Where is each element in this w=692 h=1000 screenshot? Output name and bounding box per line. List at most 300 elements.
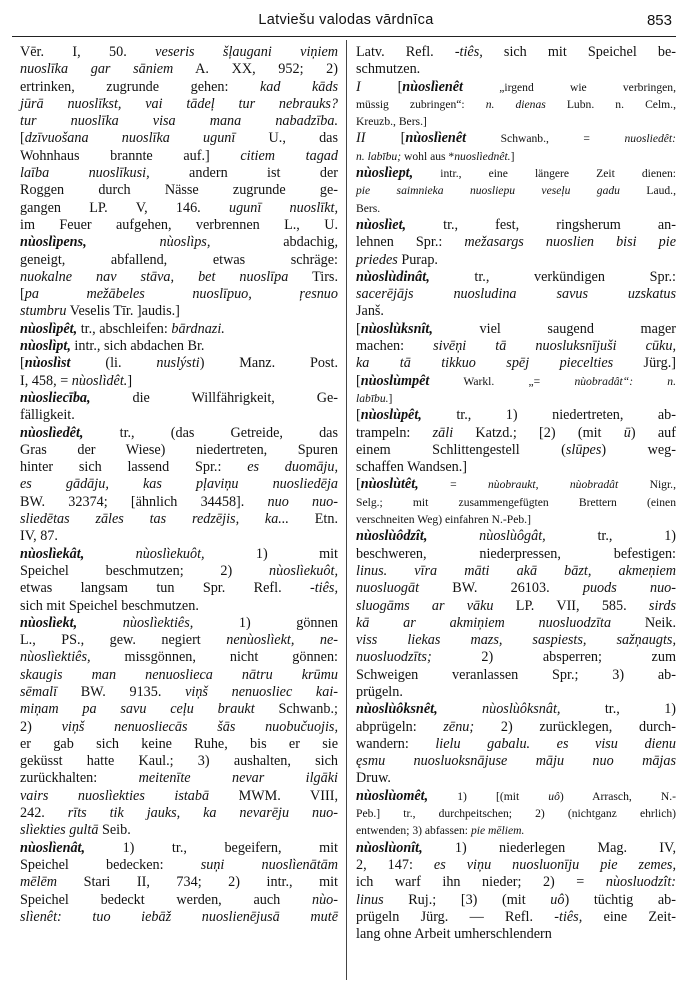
- text-segment: hinter sich lassend Spr.:: [20, 459, 248, 476]
- text-line: [20, 373, 338, 390]
- text-segment: im Feuer aufgehen, verbrennen L., U.: [20, 216, 338, 233]
- text-segment: pie mēliem.: [470, 824, 525, 838]
- text-segment: -tiês,: [310, 580, 338, 597]
- text-line: [20, 200, 338, 217]
- text-segment: [: [20, 286, 25, 303]
- text-line: [20, 667, 338, 684]
- text-segment: ) Arrasch, N.-: [559, 789, 676, 803]
- text-segment: slūpes: [565, 441, 602, 458]
- text-line: [20, 511, 338, 528]
- text-line: [356, 701, 676, 718]
- text-line: [20, 632, 338, 649]
- text-line: [20, 494, 338, 511]
- text-line: [356, 390, 676, 407]
- text-segment: veseris šļaugani viņiem: [155, 44, 338, 60]
- text-segment: BW. 26103.: [419, 580, 583, 597]
- text-segment: Roggen durch Nässe zugrunde ge-: [20, 182, 338, 199]
- text-segment: wandern:: [356, 735, 436, 752]
- text-segment: tr., verkündigen Spr.:: [429, 268, 676, 285]
- text-segment: nùoslìdêt.: [71, 372, 128, 389]
- text-segment: tr., 1): [560, 701, 677, 718]
- text-line: [356, 649, 676, 666]
- headword: nùoslùôdzît,: [356, 528, 428, 545]
- text-line: [356, 165, 676, 182]
- text-segment: BW. 32374; [ähnlich 34458].: [20, 493, 268, 510]
- text-line: [356, 598, 676, 615]
- column-divider: [346, 40, 347, 980]
- headword: nùoslùtêt,: [360, 476, 419, 493]
- text-segment: andern ist der: [149, 165, 338, 182]
- text-segment: Veselis Tīr. ]audis.]: [66, 303, 180, 320]
- text-segment: ugunī nuoslīkt,: [228, 199, 338, 216]
- text-segment: Vēr. I, 50.: [20, 44, 156, 60]
- text-segment: nùoslìekuôt,: [269, 562, 338, 579]
- text-line: [356, 546, 676, 563]
- headword: nùoslìpt,: [20, 338, 71, 355]
- text-line: [20, 96, 338, 113]
- text-line: [356, 61, 676, 78]
- text-segment: viss liekas mazs, saspiests, sažņaugts,: [356, 632, 676, 649]
- text-line: [356, 840, 676, 857]
- text-segment: Kreuzb., Bers.]: [356, 115, 427, 129]
- text-segment: kad kāds: [259, 78, 338, 95]
- text-segment: II: [356, 130, 366, 147]
- text-segment: ertrinken, zugrunde gehen:: [20, 78, 260, 95]
- text-segment: =: [418, 478, 488, 492]
- text-segment: pa mežābeles nuoslīpuo, ŗesnuo: [24, 286, 338, 303]
- headword: nùoslùomêt,: [356, 787, 429, 804]
- text-segment: nuosluodzīts;: [356, 649, 432, 666]
- text-segment: nùoslùôksnât,: [482, 701, 561, 718]
- text-segment: citiem tagad: [240, 147, 338, 164]
- text-line: [20, 684, 338, 701]
- text-segment: Latv. Refl.: [356, 44, 455, 60]
- text-line: [356, 926, 676, 943]
- text-segment: IV, 87.: [20, 528, 58, 545]
- text-segment: trampeln:: [356, 424, 433, 441]
- headword: nùoslìpêt,: [20, 320, 78, 337]
- text-line: [20, 805, 338, 822]
- headword: nùoslìekât,: [20, 545, 85, 562]
- text-segment: ū: [623, 424, 631, 441]
- text-segment: lang ohne Arbeit umherschlendern: [356, 926, 552, 943]
- headword: nùoslùmpêt: [360, 372, 430, 389]
- text-segment: vairs nuoslìekties istabā: [20, 787, 210, 804]
- text-segment: [: [356, 320, 361, 337]
- text-segment: mežasargs nuoslien bisi pie: [464, 234, 676, 251]
- headword: nùoslùksnît,: [360, 320, 433, 337]
- text-segment: I, 458, =: [20, 372, 72, 389]
- text-segment: viņš nenuosliec kai-: [185, 683, 338, 700]
- text-line: [356, 684, 676, 701]
- text-segment: priedes: [356, 251, 398, 268]
- text-line: [356, 252, 676, 269]
- text-segment: 1) gönnen: [193, 614, 339, 631]
- headword: nùoslùonît,: [356, 839, 423, 856]
- text-line: [356, 580, 676, 597]
- page-number: 853: [646, 12, 672, 29]
- text-segment: sivēņi tā nuosluksnījuši cūku,: [433, 338, 676, 355]
- text-line: [20, 459, 338, 476]
- text-line: [356, 615, 676, 632]
- text-segment: lehnen Spr.:: [356, 234, 465, 251]
- text-segment: nuoslìednêt.: [454, 149, 511, 163]
- text-segment: linus. vīra māti akā bāzt, akmeņiem: [356, 562, 676, 579]
- headword: nùoslìpens,: [20, 234, 87, 251]
- text-line: [356, 96, 676, 113]
- text-line: [356, 736, 676, 753]
- text-segment: 1) tr., begeifern, mit: [85, 839, 338, 856]
- text-segment: 1) mit: [204, 545, 338, 562]
- text-segment: ) tüchtig ab-: [564, 891, 676, 908]
- text-segment: tr., abschleifen:: [77, 320, 172, 337]
- text-segment: missgönnen, nicht gönnen:: [90, 649, 338, 666]
- text-segment: uô: [550, 891, 565, 908]
- text-segment: slìekties gultā: [20, 822, 99, 839]
- text-segment: Etn.: [288, 511, 338, 528]
- text-line: [356, 805, 676, 822]
- text-segment: tr., fest, ringsherum an-: [406, 216, 676, 233]
- text-line: [356, 425, 676, 442]
- text-segment: n. dienas: [485, 97, 546, 111]
- text-segment: suņi nuoslìenātām: [200, 856, 338, 873]
- text-segment: sich mit Speichel beschmutzen.: [20, 597, 199, 614]
- text-line: [356, 217, 676, 234]
- text-segment: 1) [(mit: [428, 789, 549, 803]
- text-segment: Wohnhaus brannte auf.]: [20, 147, 241, 164]
- headword: nùoslùdinât,: [356, 268, 430, 285]
- text-line: [20, 61, 338, 78]
- text-segment: 2) absperren; zum: [431, 649, 676, 666]
- text-segment: Bers.: [356, 201, 381, 215]
- text-segment: 2, 147:: [356, 856, 434, 873]
- text-line: [356, 667, 676, 684]
- text-segment: [77, 615, 123, 631]
- text-line: [20, 528, 338, 545]
- text-segment: Schwanb., =: [466, 132, 625, 146]
- text-segment: einem Schlittengestell (: [356, 441, 566, 458]
- text-segment: pie saimnieka nuosliepu veseļu gadu: [356, 184, 620, 198]
- text-segment: BW. 9135.: [57, 683, 186, 700]
- text-line: [356, 338, 676, 355]
- text-line: [20, 234, 338, 251]
- text-segment: mēlēm: [20, 874, 58, 891]
- text-line: [20, 857, 338, 874]
- headword: nùoslìet,: [356, 216, 407, 233]
- text-line: [20, 252, 338, 269]
- text-line: [20, 390, 338, 407]
- text-segment: es gādāju, kas pļaviņu nuosliedēja: [20, 476, 338, 493]
- text-segment: Seib.: [98, 822, 131, 839]
- left-column: [20, 44, 338, 926]
- text-segment: jūrā nuoslīkst, vai tādeļ tur nebrauks?: [20, 95, 338, 112]
- text-line: [20, 286, 338, 303]
- text-segment: lielu gabalu. es visu dienu: [435, 735, 676, 752]
- text-segment: beschweren, niederpressen, befestigen:: [356, 545, 676, 562]
- header-rule: [12, 36, 676, 37]
- text-line: [20, 338, 338, 355]
- text-line: [356, 44, 676, 61]
- text-segment: tuo iebāž nuoslienējusā mutē: [92, 908, 338, 925]
- text-segment: MWM. VIII,: [209, 787, 338, 804]
- headword: nùoslìekt,: [20, 614, 78, 631]
- text-segment: [: [365, 130, 406, 147]
- text-segment: geneigt, abfallend, etwas schräge:: [20, 251, 338, 268]
- text-line: [20, 719, 338, 736]
- text-segment: nuslýsti: [156, 355, 200, 372]
- text-segment: nùoslùôgât,: [479, 528, 546, 545]
- text-line: [356, 200, 676, 217]
- text-segment: müssig zubringen“:: [356, 97, 486, 111]
- text-segment: Ruj.; [3) (mit: [383, 891, 551, 908]
- text-segment: Speichel beschmutzen; 2): [20, 562, 270, 579]
- text-segment: Katzd.; [2) (mit: [453, 424, 624, 441]
- text-segment: Tirs.: [288, 268, 338, 285]
- page-title: Latviešu valodas vārdnīca: [258, 12, 434, 28]
- text-segment: viņš nenuosliecās šās nuobučuojis,: [61, 718, 338, 735]
- text-segment: viel saugend mager: [432, 320, 676, 337]
- text-segment: sēmalī: [20, 683, 58, 700]
- text-line: [20, 321, 338, 338]
- text-segment: 1) niederlegen Mag. IV,: [422, 839, 676, 856]
- text-line: [356, 494, 676, 511]
- text-line: [20, 736, 338, 753]
- text-line: [356, 632, 676, 649]
- text-segment: ]: [388, 391, 393, 405]
- text-line: [20, 44, 338, 61]
- text-segment: Warkl. „=: [429, 374, 575, 388]
- text-segment: slìenêt:: [20, 908, 62, 925]
- text-line: [356, 909, 676, 926]
- page-header: [20, 12, 672, 36]
- text-line: [20, 701, 338, 718]
- text-segment: zāli: [432, 424, 454, 441]
- text-segment: laība nuoslīkusi,: [20, 165, 150, 182]
- text-segment: n. labību;: [356, 149, 402, 163]
- text-line: [20, 425, 338, 442]
- headword: nùoslìenât,: [20, 839, 86, 856]
- text-segment: sich mit Speichel be-: [482, 44, 676, 60]
- text-segment: nùobraukt, nùobradât: [487, 478, 619, 492]
- text-segment: ]: [127, 372, 133, 389]
- text-segment: -tiês,: [454, 44, 483, 60]
- text-line: [356, 286, 676, 303]
- text-segment: nùo-: [311, 891, 338, 908]
- text-line: [356, 892, 676, 909]
- text-segment: labību.: [356, 391, 389, 405]
- text-segment: dzīvuošana nuoslīka ugunī: [24, 130, 236, 147]
- text-segment: ) Manz. Post.: [199, 355, 338, 372]
- text-segment: sliedētas zāles tas redzējis, ka...: [20, 511, 289, 528]
- text-segment: rīts tik jauks, ka nevarēju nuo-: [67, 805, 338, 822]
- text-line: [20, 822, 338, 839]
- text-segment: schmutzen.: [356, 61, 421, 78]
- text-line: [20, 355, 338, 372]
- text-segment: miņam pa savu ceļu braukt: [20, 701, 255, 718]
- text-segment: [87, 234, 160, 250]
- text-line: [20, 442, 338, 459]
- text-line: [356, 563, 676, 580]
- text-segment: intr., eine längere Zeit dienen:: [413, 167, 676, 181]
- text-line: [20, 79, 338, 96]
- text-segment: -tiês,: [554, 908, 583, 925]
- text-line: [20, 788, 338, 805]
- text-segment: sacerējājs nuosludina savus uzskatus: [356, 286, 676, 303]
- text-segment: nenùoslìekt, ne-: [226, 632, 338, 649]
- text-segment: sluogāms ar vāku: [356, 597, 494, 614]
- text-segment: nùoslìektiês,: [20, 649, 91, 666]
- text-line: [20, 892, 338, 909]
- text-line: [356, 321, 676, 338]
- text-segment: kā ar akmiņiem nuosluodzīta: [356, 614, 612, 631]
- text-line: [20, 113, 338, 130]
- text-segment: gangen LP. V, 146.: [20, 199, 229, 216]
- text-segment: schaffen Wandsen.]: [356, 459, 468, 476]
- text-line: [20, 649, 338, 666]
- text-segment: eine Zeit-: [582, 908, 676, 925]
- text-segment: skaugis man nenuoslieca nātru krūmu: [20, 666, 338, 683]
- headword: nùoslìenêt: [405, 130, 467, 147]
- text-segment: A. XX, 952; 2): [173, 61, 339, 78]
- text-segment: er gab sich keine Ruhe, bis er sie: [20, 735, 338, 752]
- text-segment: nuoslīka gar sāniem: [20, 61, 174, 78]
- text-segment: Laud.,: [619, 184, 676, 198]
- headword: nùoslìedêt,: [20, 424, 84, 441]
- text-segment: ) auf: [630, 424, 676, 441]
- text-segment: nuokalne nav stāva, bet nuoslīpa: [20, 268, 289, 285]
- text-segment: nuo nuo-: [267, 493, 338, 510]
- text-segment: L., PS., gew. negiert: [20, 632, 227, 649]
- text-segment: sirds: [648, 597, 676, 614]
- text-segment: es duomāju,: [247, 459, 338, 476]
- text-line: [356, 753, 676, 770]
- text-segment: [: [20, 130, 25, 147]
- text-line: [356, 355, 676, 372]
- text-segment: tr., 1): [545, 528, 677, 545]
- text-segment: (li.: [70, 355, 157, 372]
- text-segment: nùosluodzît:: [605, 874, 676, 891]
- text-line: [20, 840, 338, 857]
- text-segment: [62, 909, 93, 925]
- text-line: [20, 546, 338, 563]
- text-line: [356, 476, 676, 493]
- text-segment: U., das: [235, 130, 338, 147]
- text-line: [20, 130, 338, 147]
- text-line: [356, 407, 676, 424]
- text-line: [356, 442, 676, 459]
- text-segment: 2): [20, 718, 62, 735]
- text-line: [356, 182, 676, 199]
- text-line: [356, 148, 676, 165]
- text-segment: LP. VII, 585.: [493, 597, 649, 614]
- text-segment: Schweigen veranlassen Spr.; 3) ab-: [356, 666, 676, 683]
- text-segment: nuosliedêt:: [624, 132, 676, 146]
- text-segment: ka tā tikkuo spēj piecelties: [356, 355, 614, 372]
- headword: nùoslìenêt: [402, 78, 464, 95]
- text-segment: abprügeln:: [356, 718, 444, 735]
- text-line: [20, 753, 338, 770]
- text-segment: geküsst hatte Kaul.; 3) aushalten, sich: [20, 753, 338, 770]
- text-segment: Neik.: [611, 614, 676, 631]
- headword: nùoslìept,: [356, 165, 414, 182]
- text-segment: Druw.: [356, 770, 391, 787]
- text-line: [356, 511, 676, 528]
- text-segment: 2) zurücklegen, durch-: [474, 718, 676, 735]
- text-segment: Speichel bedeckt werden, auch: [20, 891, 312, 908]
- text-segment: intr., sich abdachen Br.: [70, 338, 205, 355]
- text-segment: es viņu nuosluonīju pie zemes,: [433, 856, 676, 873]
- text-line: [356, 459, 676, 476]
- text-segment: [: [20, 355, 25, 372]
- text-segment: puods nuo-: [582, 580, 676, 597]
- text-segment: tr., (das Getreide, das: [83, 424, 338, 441]
- text-line: [356, 719, 676, 736]
- text-segment: Nigr.,: [618, 478, 676, 492]
- text-line: [356, 770, 676, 787]
- headword: nùoslùpêt,: [360, 407, 422, 424]
- text-segment: [438, 701, 482, 717]
- text-segment: linus: [356, 891, 384, 908]
- text-segment: stumbru: [20, 303, 67, 320]
- text-segment: etwas langsam tun Spr. Refl.: [20, 580, 311, 597]
- text-segment: [84, 546, 135, 562]
- text-segment: Gras der Wiese) niedertreten, Spuren: [20, 441, 338, 458]
- text-segment: nuosluogāt: [356, 580, 420, 597]
- text-line: [20, 598, 338, 615]
- text-segment: „irgend wie verbringen,: [463, 80, 676, 94]
- text-segment: [427, 528, 479, 544]
- text-segment: [: [356, 476, 361, 493]
- headword: nùoslìst: [24, 355, 71, 372]
- text-segment: tr., 1) niedertreten, ab-: [421, 407, 676, 424]
- text-line: [20, 165, 338, 182]
- text-segment: wohl aus *: [401, 149, 455, 163]
- text-segment: nùobradât“: n.: [574, 374, 676, 388]
- text-segment: Selg.; mit zusammengefügten Brettern (einen: [356, 495, 676, 509]
- text-segment: prügeln.: [356, 683, 403, 700]
- text-line: [356, 373, 676, 390]
- text-segment: prügeln Jürg. — Refl.: [356, 908, 555, 925]
- text-segment: Lubn. n. Celm.,: [545, 97, 676, 111]
- text-line: [356, 130, 676, 147]
- text-segment: Jürg.]: [613, 355, 676, 372]
- text-line: [356, 788, 676, 805]
- text-segment: Schwanb.;: [254, 701, 338, 718]
- text-segment: ]: [510, 149, 515, 163]
- text-segment: nùoslìps,: [159, 234, 211, 251]
- text-line: [356, 234, 676, 251]
- text-segment: I: [356, 78, 361, 95]
- text-line: [20, 217, 338, 234]
- headword: nùosliecība,: [20, 389, 91, 406]
- text-line: [356, 528, 676, 545]
- text-segment: [: [356, 372, 361, 389]
- text-line: [356, 269, 676, 286]
- text-line: [20, 182, 338, 199]
- text-segment: ęsmu nuosluoksnājuse māju nuo mājas: [356, 753, 676, 770]
- text-segment: tur nuoslīka visa mana nabadzība.: [20, 113, 338, 130]
- text-line: [20, 615, 338, 632]
- text-segment: abdachig,: [210, 234, 338, 251]
- text-line: [20, 407, 338, 424]
- text-segment: zurückhalten:: [20, 770, 139, 787]
- text-segment: fälligkeit.: [20, 407, 75, 424]
- text-line: [20, 770, 338, 787]
- text-segment: bārdnazi.: [171, 320, 225, 337]
- text-line: [356, 79, 676, 96]
- text-line: [356, 303, 676, 320]
- text-line: [356, 857, 676, 874]
